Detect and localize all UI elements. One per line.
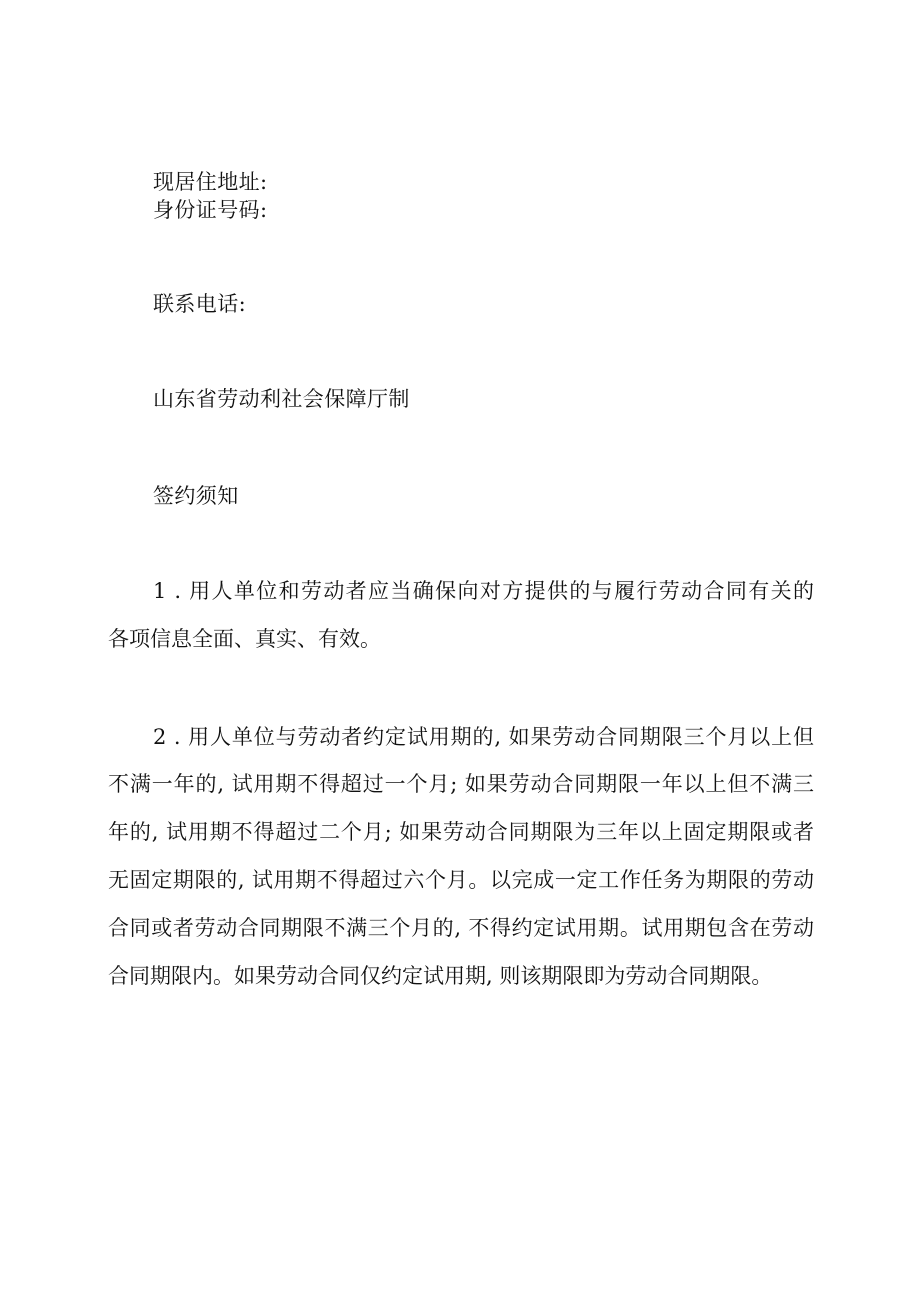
notice-item-2-line-2: 不满一年的, 试用期不得超过一个月; 如果劳动合同期限一年以上但不满三 (108, 772, 814, 796)
notice-item-1-line-1: 1 . 用人单位和劳动者应当确保向对方提供的与履行劳动合同有关的 (153, 579, 814, 603)
notice-item-2-line-6: 合同期限内。如果劳动合同仅约定试用期, 则该期限即为劳动合同期限。 (108, 964, 773, 988)
notice-item-2-line-1: 2 . 用人单位与劳动者约定试用期的, 如果劳动合同期限三个月以上但 (153, 725, 814, 749)
phone-label: 联系电话: (153, 292, 247, 316)
address-label: 现居住地址: (153, 170, 268, 194)
notice-title: 签约须知 (153, 484, 239, 508)
notice-item-2-line-4: 无固定期限的, 试用期不得超过六个月。以完成一定工作任务为期限的劳动 (108, 868, 814, 892)
notice-item-2-line-3: 年的, 试用期不得超过二个月; 如果劳动合同期限为三年以上固定期限或者 (108, 820, 814, 844)
notice-item-1-line-2: 各项信息全面、真实、有效。 (108, 627, 381, 651)
notice-item-2-line-5: 合同或者劳动合同期限不满三个月的, 不得约定试用期。试用期包含在劳动 (108, 916, 814, 940)
issuer-text: 山东省劳动利社会保障厅制 (153, 387, 410, 411)
id-number-label: 身份证号码: (153, 198, 268, 222)
